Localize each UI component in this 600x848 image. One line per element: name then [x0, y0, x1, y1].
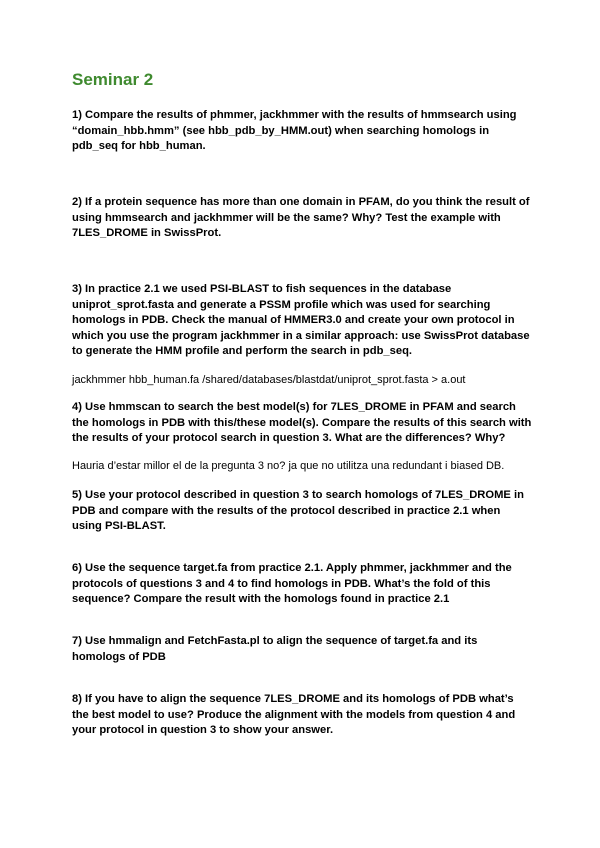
question-3-answer-note: jackhmmer hbb_human.fa /shared/databases/blastdat/uniprot_sprot.fasta > a.out — [72, 374, 466, 386]
question-3: 3) In practice 2.1 we used PSI-BLAST to fish sequences in the database uniprot_sprot.fasta and generate a PSSM profile which was used for searching homologs in PDB. Check the manual of HMMER3.0 and create your own protocol in which you use the program jackhmmer in a similar approach: use SwissProt database to generate the HMM profile and perform the search in pdb_seq. — [72, 283, 530, 358]
question-2: 2) If a protein sequence has more than one domain in PFAM, do you think the result of using hmmsearch and jackhmmer will be the same? Why? Test the example with 7LES_DROME in SwissProt. — [72, 196, 530, 240]
question-7: 7) Use hmmalign and FetchFasta.pl to align the sequence of target.fa and its homologs of PDB — [72, 635, 478, 663]
question-6: 6) Use the sequence target.fa from practice 2.1. Apply phmmer, jackhmmer and the protocols of questions 3 and 4 to find homologs in PDB. What’s the fold of this sequence? Compare the result with the homologs found in practice 2.1 — [72, 562, 512, 606]
question-4: 4) Use hmmscan to search the best model(s) for 7LES_DROME in PFAM and search the homologs in PDB with this/these model(s). Compare the results of this search with the results of your protocol search in question 3. What are the differences? Why? — [72, 401, 532, 445]
question-4-answer-note: Hauria d’estar millor el de la pregunta 3 no? ja que no utilitza una redundant i biased DB. — [72, 460, 505, 472]
question-8: 8) If you have to align the sequence 7LES_DROME and its homologs of PDB what’s the best model to use? Produce the alignment with the models from question 4 and your protocol in question 3 to show your answer. — [72, 693, 516, 737]
question-1: 1) Compare the results of phmmer, jackhmmer with the results of hmmsearch using “domain_hbb.hmm” (see hbb_pdb_by_HMM.out) when searching homologs in pdb_seq for hbb_human. — [72, 109, 517, 153]
document-title: Seminar 2 — [72, 70, 154, 89]
question-5: 5) Use your protocol described in question 3 to search homologs of 7LES_DROME in PDB and compare with the results of the protocol described in practice 2.1 when using PSI-BLAST. — [72, 489, 524, 533]
